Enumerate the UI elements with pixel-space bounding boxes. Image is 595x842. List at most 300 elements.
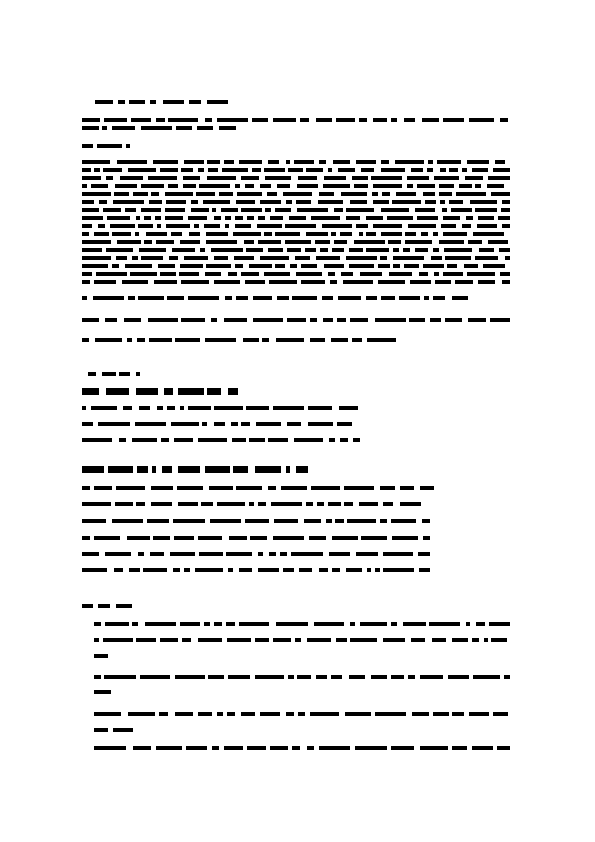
illegible-word [466, 622, 470, 626]
illegible-word [108, 466, 133, 473]
illegible-word [206, 232, 228, 236]
illegible-word [316, 675, 327, 679]
illegible-word [381, 208, 409, 212]
illegible-word [262, 338, 269, 342]
illegible-word [498, 216, 510, 220]
illegible-word [210, 519, 241, 523]
illegible-word [82, 248, 102, 252]
illegible-word [97, 144, 122, 148]
illegible-word [383, 638, 405, 642]
illegible-word [181, 168, 193, 172]
illegible-word [500, 118, 508, 122]
illegible-word [174, 438, 193, 442]
illegible-word [338, 296, 361, 300]
illegible-word [179, 272, 199, 276]
illegible-word [82, 406, 86, 410]
illegible-word [420, 675, 443, 679]
illegible-word [115, 502, 133, 506]
illegible-word [443, 118, 464, 122]
illegible-word [307, 746, 314, 750]
illegible-word [391, 622, 397, 626]
illegible-word [175, 675, 205, 679]
illegible-word [504, 675, 510, 679]
illegible-word [226, 552, 252, 556]
illegible-word [296, 466, 308, 473]
illegible-word [184, 568, 190, 572]
illegible-word [189, 100, 201, 104]
illegible-word [287, 248, 301, 252]
illegible-word [174, 536, 194, 540]
illegible-word [268, 438, 288, 442]
illegible-word [132, 256, 138, 260]
illegible-word [391, 519, 416, 523]
illegible-word [451, 208, 472, 212]
illegible-word [182, 638, 191, 642]
illegible-word [277, 296, 289, 300]
illegible-word [231, 422, 238, 426]
illegible-word [475, 256, 498, 260]
illegible-word [381, 296, 395, 300]
illegible-word [367, 568, 371, 572]
illegible-word [356, 160, 376, 164]
illegible-word [297, 184, 318, 188]
illegible-word [159, 712, 168, 716]
illegible-word [329, 438, 335, 442]
illegible-word [82, 184, 87, 188]
illegible-word [118, 100, 125, 104]
illegible-word [478, 280, 495, 284]
illegible-word [178, 502, 198, 506]
illegible-word [241, 712, 255, 716]
illegible-word [131, 118, 151, 122]
illegible-word [94, 654, 108, 658]
illegible-word [157, 224, 161, 228]
illegible-word [448, 675, 469, 679]
illegible-word [152, 466, 156, 473]
illegible-word [180, 264, 203, 268]
illegible-word [433, 248, 439, 252]
illegible-word [366, 216, 383, 220]
illegible-word [200, 248, 205, 252]
illegible-word [417, 216, 438, 220]
illegible-word [483, 264, 505, 268]
illegible-word [127, 338, 132, 342]
illegible-word [191, 208, 209, 212]
illegible-word [150, 100, 156, 104]
illegible-word [82, 552, 99, 556]
illegible-word [497, 746, 510, 750]
illegible-word [405, 240, 432, 244]
illegible-word [408, 224, 436, 228]
illegible-word [338, 168, 355, 172]
illegible-word [347, 519, 376, 523]
illegible-word [168, 184, 178, 188]
illegible-word [479, 248, 494, 252]
illegible-word [488, 176, 510, 180]
illegible-word [110, 224, 135, 228]
illegible-word [228, 388, 238, 395]
illegible-word [270, 216, 283, 220]
illegible-word [443, 216, 460, 220]
illegible-word [236, 200, 255, 204]
illegible-word [245, 184, 254, 188]
illegible-word [396, 192, 416, 196]
illegible-word [255, 675, 284, 679]
illegible-word [258, 552, 263, 556]
illegible-word [256, 422, 281, 426]
illegible-word [94, 232, 109, 236]
illegible-word [208, 675, 224, 679]
illegible-word [112, 264, 119, 268]
illegible-word [289, 216, 306, 220]
illegible-word [82, 224, 92, 228]
illegible-word [214, 280, 240, 284]
illegible-word [268, 486, 276, 490]
illegible-word [275, 208, 291, 212]
illegible-word [165, 208, 185, 212]
illegible-word [408, 675, 415, 679]
illegible-word [151, 502, 172, 506]
illegible-word [141, 184, 164, 188]
illegible-word [225, 216, 231, 220]
illegible-word [295, 256, 310, 260]
illegible-word [260, 256, 289, 260]
illegible-word [165, 192, 193, 196]
illegible-word [258, 216, 265, 220]
illegible-word [334, 208, 343, 212]
illegible-word [422, 519, 430, 523]
illegible-word [207, 176, 236, 180]
illegible-word [452, 712, 464, 716]
illegible-word [407, 176, 429, 180]
illegible-word [439, 184, 454, 188]
illegible-word [184, 160, 204, 164]
illegible-word [156, 118, 165, 122]
illegible-word [252, 118, 268, 122]
illegible-word [188, 216, 207, 220]
illegible-word [391, 746, 414, 750]
illegible-word [286, 466, 290, 473]
illegible-word [166, 200, 186, 204]
illegible-word [228, 568, 233, 572]
illegible-word [82, 280, 90, 284]
illegible-word [315, 240, 330, 244]
illegible-word [493, 168, 510, 172]
illegible-word [309, 536, 326, 540]
illegible-word [82, 200, 94, 204]
illegible-word [339, 406, 358, 410]
illegible-word [125, 264, 152, 268]
illegible-word [95, 100, 113, 104]
illegible-word [127, 536, 150, 540]
illegible-word [140, 675, 170, 679]
illegible-word [421, 232, 428, 236]
illegible-word [310, 318, 317, 322]
illegible-word [173, 568, 180, 572]
illegible-word [318, 200, 343, 204]
illegible-word [124, 318, 141, 322]
illegible-word [440, 168, 446, 172]
illegible-word [211, 248, 243, 252]
illegible-word [138, 552, 144, 556]
illegible-word [156, 746, 182, 750]
illegible-word [155, 216, 161, 220]
illegible-word [146, 232, 167, 236]
illegible-word [341, 192, 367, 196]
illegible-word [82, 176, 101, 180]
illegible-word [224, 318, 247, 322]
illegible-word [136, 372, 140, 376]
illegible-word [298, 712, 305, 716]
illegible-word [104, 675, 136, 679]
illegible-word [136, 502, 145, 506]
illegible-word [345, 712, 371, 716]
illegible-word [349, 248, 363, 252]
illegible-word [82, 604, 93, 608]
illegible-word [253, 296, 272, 300]
illegible-word [138, 296, 164, 300]
illegible-word [214, 622, 222, 626]
illegible-word [316, 118, 332, 122]
illegible-word [183, 184, 196, 188]
illegible-word [378, 280, 405, 284]
illegible-word [122, 280, 148, 284]
illegible-word [336, 638, 347, 642]
illegible-word [129, 568, 140, 572]
illegible-word [288, 675, 294, 679]
illegible-word [383, 502, 393, 506]
illegible-word [311, 216, 340, 220]
illegible-word [257, 224, 282, 228]
illegible-word [489, 622, 510, 626]
illegible-word [235, 216, 243, 220]
illegible-word [82, 118, 100, 122]
illegible-word [260, 712, 280, 716]
illegible-word [350, 318, 368, 322]
illegible-word [219, 192, 233, 196]
illegible-word [188, 406, 211, 410]
illegible-word [473, 232, 504, 236]
illegible-word [126, 144, 130, 148]
illegible-word [319, 192, 334, 196]
illegible-word [252, 168, 261, 172]
illegible-word [502, 224, 510, 228]
illegible-word [367, 338, 396, 342]
illegible-word [469, 118, 494, 122]
illegible-word [371, 176, 402, 180]
illegible-word [234, 256, 254, 260]
illegible-word [103, 168, 122, 172]
illegible-word [244, 240, 254, 244]
illegible-word [94, 280, 116, 284]
illegible-word [208, 168, 218, 172]
illegible-word [201, 502, 213, 506]
illegible-word [393, 264, 400, 268]
illegible-word [153, 536, 170, 540]
illegible-word [343, 280, 373, 284]
illegible-word [249, 502, 254, 506]
illegible-word [301, 280, 325, 284]
illegible-word [437, 160, 461, 164]
illegible-word [207, 160, 220, 164]
illegible-word [212, 746, 219, 750]
illegible-word [387, 216, 413, 220]
illegible-word [452, 638, 468, 642]
illegible-word [286, 160, 290, 164]
illegible-word [410, 280, 431, 284]
illegible-word [287, 422, 301, 426]
illegible-word [139, 248, 166, 252]
illegible-word [484, 638, 488, 642]
illegible-word [473, 675, 500, 679]
illegible-word [196, 192, 215, 196]
illegible-word [141, 126, 172, 130]
illegible-word [106, 248, 133, 252]
illegible-word [104, 118, 127, 122]
illegible-word [88, 372, 96, 376]
illegible-word [375, 318, 406, 322]
illegible-word [434, 176, 459, 180]
illegible-word [269, 552, 276, 556]
illegible-word [260, 184, 271, 188]
illegible-word [334, 240, 347, 244]
illegible-word [373, 184, 402, 188]
illegible-word [488, 240, 508, 244]
illegible-word [297, 208, 328, 212]
illegible-word [198, 638, 222, 642]
illegible-word [133, 192, 148, 196]
illegible-word [241, 176, 259, 180]
illegible-word [287, 318, 306, 322]
illegible-word [258, 568, 279, 572]
illegible-word [349, 675, 365, 679]
illegible-word [445, 318, 462, 322]
illegible-word [154, 280, 177, 284]
illegible-word [229, 536, 247, 540]
illegible-word [144, 240, 152, 244]
illegible-word [82, 502, 111, 506]
illegible-word [93, 296, 124, 300]
illegible-word [163, 100, 184, 104]
illegible-word [283, 192, 312, 196]
illegible-word [500, 272, 510, 276]
illegible-word [428, 160, 433, 164]
illegible-word [264, 272, 290, 276]
illegible-word [314, 622, 344, 626]
illegible-word [113, 200, 144, 204]
illegible-word [310, 712, 339, 716]
illegible-word [227, 712, 235, 716]
illegible-word [114, 568, 123, 572]
illegible-word [239, 160, 262, 164]
illegible-word [375, 568, 380, 572]
illegible-word [235, 224, 251, 228]
illegible-word [324, 264, 344, 268]
illegible-word [329, 552, 350, 556]
illegible-word [246, 248, 263, 252]
illegible-word [195, 568, 223, 572]
illegible-word [404, 118, 415, 122]
illegible-word [233, 232, 261, 236]
illegible-word [82, 338, 89, 342]
illegible-word [502, 200, 510, 204]
illegible-word [239, 622, 269, 626]
illegible-word [423, 536, 430, 540]
illegible-word [353, 438, 360, 442]
illegible-word [149, 200, 162, 204]
illegible-word [198, 438, 227, 442]
illegible-word [356, 224, 368, 228]
illegible-word [311, 486, 340, 490]
illegible-word [290, 264, 297, 268]
illegible-word [107, 216, 130, 220]
illegible-word [440, 200, 445, 204]
illegible-word [209, 486, 233, 490]
illegible-word [505, 256, 510, 260]
illegible-word [319, 568, 328, 572]
illegible-word [217, 502, 245, 506]
illegible-word [82, 168, 91, 172]
illegible-word [439, 240, 464, 244]
illegible-word [403, 622, 426, 626]
illegible-word [427, 168, 433, 172]
illegible-word [419, 568, 430, 572]
illegible-word [177, 486, 203, 490]
illegible-word [119, 372, 130, 376]
illegible-word [249, 264, 272, 268]
illegible-word [189, 232, 200, 236]
illegible-word [425, 200, 436, 204]
illegible-word [269, 280, 297, 284]
illegible-word [202, 422, 207, 426]
illegible-word [337, 422, 352, 426]
illegible-word [472, 746, 493, 750]
illegible-word [82, 466, 104, 473]
illegible-word [204, 224, 220, 228]
illegible-word [393, 256, 424, 260]
illegible-word [205, 466, 230, 473]
illegible-word [346, 256, 377, 260]
illegible-word [103, 208, 121, 212]
illegible-word [346, 568, 362, 572]
illegible-word [328, 502, 341, 506]
illegible-word [352, 338, 362, 342]
illegible-word [116, 486, 145, 490]
illegible-word [409, 318, 425, 322]
illegible-word [267, 192, 277, 196]
illegible-word [444, 248, 472, 252]
illegible-word [462, 224, 471, 228]
illegible-word [286, 200, 292, 204]
illegible-word [490, 318, 510, 322]
illegible-word [113, 728, 133, 732]
illegible-word [328, 168, 332, 172]
illegible-word [383, 552, 413, 556]
illegible-word [468, 318, 486, 322]
illegible-word [445, 256, 471, 260]
illegible-word [144, 216, 151, 220]
illegible-word [207, 100, 228, 104]
illegible-word [82, 256, 111, 260]
illegible-word [94, 690, 111, 694]
illegible-word [82, 318, 99, 322]
illegible-word [226, 622, 235, 626]
illegible-word [112, 519, 143, 523]
illegible-word [160, 272, 176, 276]
illegible-word [82, 126, 99, 130]
illegible-word [326, 519, 332, 523]
illegible-word [203, 200, 230, 204]
